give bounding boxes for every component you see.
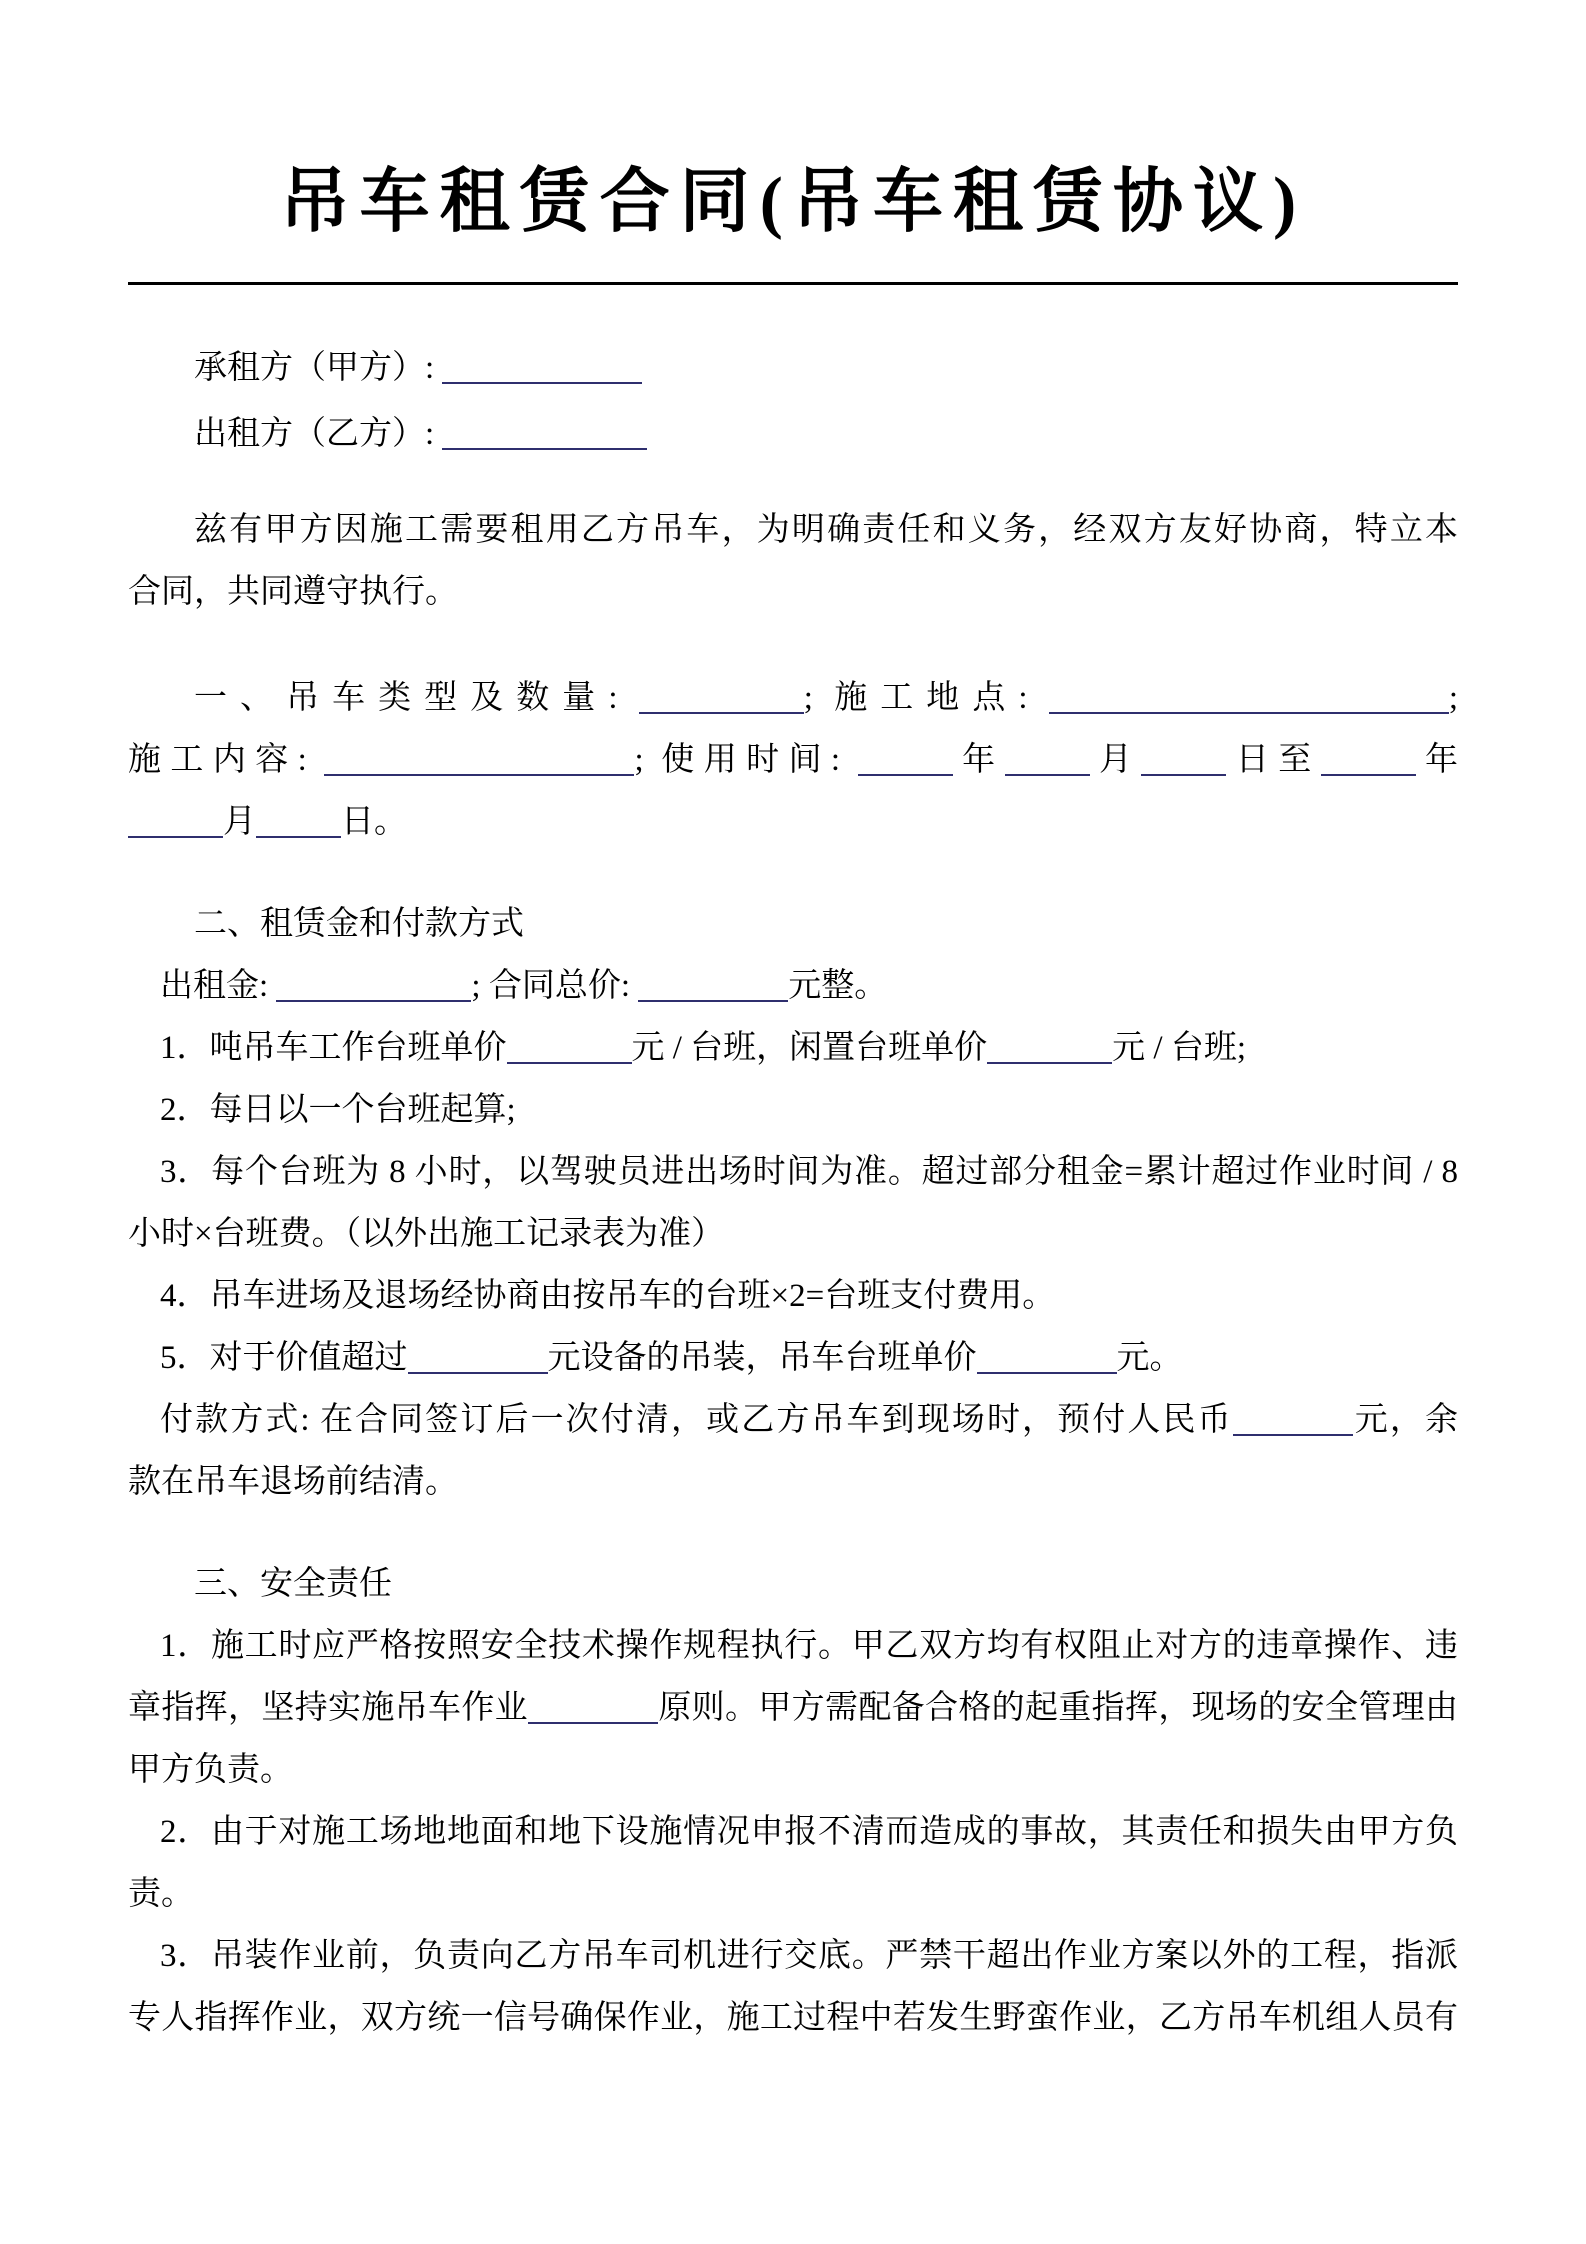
safety-item-3-text-1: 3．吊装作业前，负责向乙方吊车司机进行交底。严禁干超出作业方案以外的工程，指派 — [160, 1938, 1458, 1974]
section-1-line-3 — [128, 791, 1458, 853]
payment-line-2 — [128, 1451, 1458, 1513]
item-3-text-2: 小时×台班费。（以外出施工记录表为准） — [128, 1216, 725, 1252]
section-3-heading — [128, 1553, 1458, 1615]
rent-fill-in-blank — [276, 1000, 471, 1002]
section-2-heading — [128, 893, 1458, 955]
start-day-to-label: 日至 — [1226, 742, 1321, 778]
item-1-text-c: 元 / 台班; — [1112, 1030, 1247, 1066]
party-a-label: 承租方（甲方）: — [194, 350, 443, 386]
section-3-item-2-line-2 — [128, 1863, 1458, 1925]
section-3-item-3-line-2 — [128, 1987, 1458, 2049]
crane-type-label: 一、吊车类型及数量: — [194, 680, 639, 716]
special-shift-price-fill-in-blank — [977, 1372, 1117, 1374]
payment-text-c: 款在吊车退场前结清。 — [128, 1464, 458, 1500]
rent-label: 出租金: — [160, 968, 277, 1004]
section-2-item-3-line-2 — [128, 1203, 1458, 1265]
safety-item-1-text-2b: 原则。甲方需配备合格的起重指挥，现场的安全管理由 — [658, 1690, 1459, 1726]
end-day-label: 日。 — [341, 804, 407, 840]
end-month-label: 月 — [223, 804, 256, 840]
total-price-unit: 元整。 — [788, 968, 888, 1004]
equipment-value-fill-in-blank — [408, 1372, 548, 1374]
prepay-amount-fill-in-blank — [1233, 1434, 1353, 1436]
safety-item-1-text-3: 甲方负责。 — [128, 1752, 293, 1788]
party-a-line — [128, 335, 1458, 401]
party-b-label: 出租方（乙方）: — [194, 416, 443, 452]
payment-text-a: 付款方式: 在合同签订后一次付清，或乙方吊车到现场时，预付人民币 — [160, 1402, 1233, 1438]
party-b-line — [128, 401, 1458, 467]
section-3-item-1-line-2 — [128, 1677, 1458, 1739]
total-price-fill-in-blank — [638, 1000, 788, 1002]
total-price-label: ; 合同总价: — [471, 968, 639, 1004]
item-1-text-b: 元 / 台班，闲置台班单价 — [631, 1030, 988, 1066]
line-1-end-punct: ; — [1448, 680, 1459, 716]
start-month-label: 月 — [1089, 742, 1142, 778]
work-content-fill-in-blank — [324, 774, 634, 776]
payment-line-1 — [128, 1389, 1458, 1451]
start-year-label: 年 — [952, 742, 1005, 778]
principle-fill-in-blank — [528, 1722, 658, 1724]
rent-line — [128, 955, 1458, 1017]
start-year-fill-in-blank — [858, 774, 953, 776]
safety-item-1-text-1: 1．施工时应严格按照安全技术操作规程执行。甲乙双方均有权阻止对方的违章操作、违 — [160, 1628, 1458, 1664]
item-5-text-a: 5．对于价值超过 — [160, 1340, 408, 1376]
idle-shift-price-fill-in-blank — [987, 1062, 1112, 1064]
section-3-item-2-line-1 — [128, 1801, 1458, 1863]
end-day-fill-in-blank — [256, 836, 341, 838]
party-b-fill-in-blank — [442, 448, 647, 450]
section-3-heading-text: 三、安全责任 — [194, 1566, 392, 1602]
item-2-text: 2．每日以一个台班起算; — [160, 1092, 516, 1128]
safety-item-3-text-2: 专人指挥作业，双方统一信号确保作业，施工过程中若发生野蛮作业，乙方吊车机组人员有 — [128, 2000, 1458, 2036]
section-2-item-5 — [128, 1327, 1458, 1389]
start-month-fill-in-blank — [1005, 774, 1090, 776]
intro-line-2 — [128, 561, 1458, 623]
section-1-line-2 — [128, 729, 1458, 791]
section-2-item-4 — [128, 1265, 1458, 1327]
title-divider — [128, 282, 1458, 285]
end-year-fill-in-blank — [1321, 774, 1416, 776]
section-2-item-1 — [128, 1017, 1458, 1079]
payment-text-b: 元，余 — [1352, 1402, 1459, 1438]
section-1-line-1 — [128, 667, 1458, 729]
item-5-text-b: 元设备的吊装，吊车台班单价 — [547, 1340, 977, 1376]
work-shift-price-fill-in-blank — [507, 1062, 632, 1064]
site-fill-in-blank — [1049, 712, 1449, 714]
safety-item-2-text-1: 2．由于对施工场地地面和地下设施情况申报不清而造成的事故，其责任和损失由甲方负 — [160, 1814, 1458, 1850]
section-3-item-3-line-1 — [128, 1925, 1458, 1987]
item-4-text: 4．吊车进场及退场经协商由按吊车的台班×2=台班支付费用。 — [160, 1278, 1056, 1314]
safety-item-2-text-2: 责。 — [128, 1876, 194, 1912]
document-title: 吊车租赁合同(吊车租赁协议) — [279, 164, 1307, 241]
item-3-text-1: 3．每个台班为 8 小时，以驾驶员进出场时间为准。超过部分租金=累计超过作业时间 / 8 — [160, 1154, 1458, 1190]
use-time-label: ; 使用时间: — [634, 742, 858, 778]
intro-line-1 — [128, 499, 1458, 561]
section-2-item-2 — [128, 1079, 1458, 1141]
section-3-item-1-line-1 — [128, 1615, 1458, 1677]
section-2-heading-text: 二、租赁金和付款方式 — [194, 906, 524, 942]
start-day-fill-in-blank — [1141, 774, 1226, 776]
safety-item-1-text-2a: 章指挥，坚持实施吊车作业 — [128, 1690, 528, 1726]
section-3-item-1-line-3 — [128, 1739, 1458, 1801]
section-2-item-3-line-1 — [128, 1141, 1458, 1203]
work-content-label: 施工内容: — [128, 742, 325, 778]
end-month-fill-in-blank — [128, 836, 223, 838]
intro-text-2: 合同，共同遵守执行。 — [128, 574, 458, 610]
item-5-text-c: 元。 — [1116, 1340, 1183, 1376]
intro-text-1: 兹有甲方因施工需要租用乙方吊车，为明确责任和义务，经双方友好协商，特立本 — [194, 512, 1458, 548]
site-label: ; 施工地点: — [803, 680, 1049, 716]
end-year-label: 年 — [1415, 742, 1459, 778]
party-a-fill-in-blank — [442, 382, 642, 384]
crane-type-fill-in-blank — [639, 712, 804, 714]
item-1-text-a: 1．吨吊车工作台班单价 — [160, 1030, 507, 1066]
